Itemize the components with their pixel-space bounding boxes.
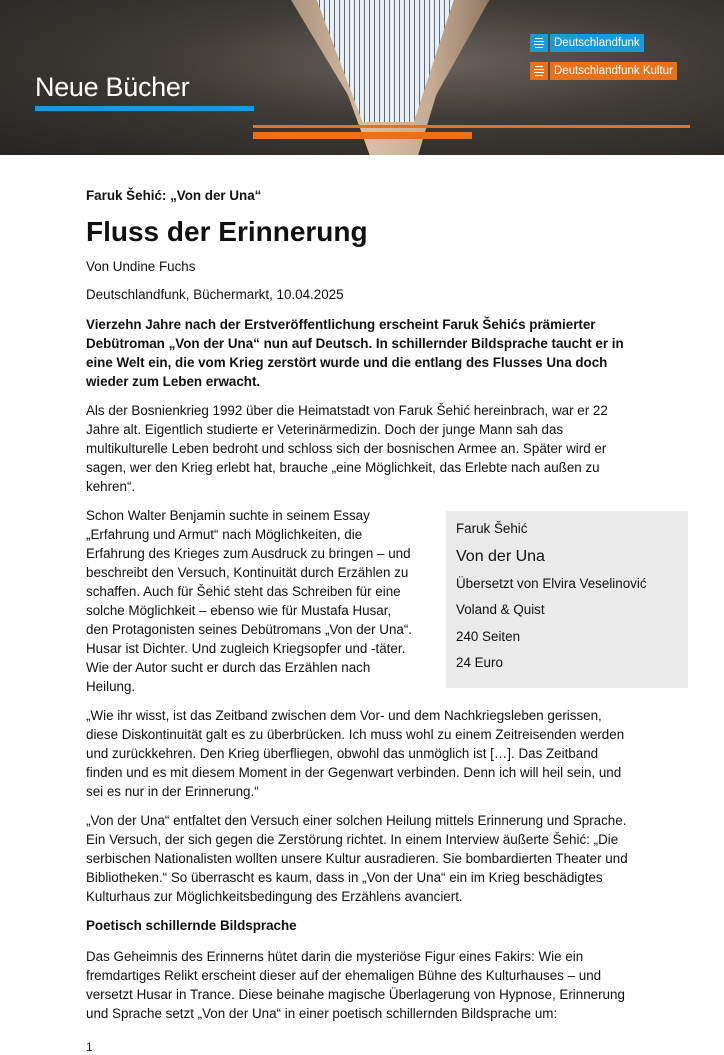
dlf-logo-text: Deutschlandfunk [550,34,644,52]
book-price: 24 Euro [456,655,503,670]
book-pages: 240 Seiten [456,628,521,644]
publication-meta: Deutschlandfunk, Büchermarkt, 10.04.2025 [86,287,344,302]
body-paragraph: Als der Bosnienkrieg 1992 über die Heimatstadt von Faruk Šehić hereinbrach, war er 22 Jahre alt. Eigentlich studierte er Veterinärmedizin. Doch der junge Mann sah das multikulturelle Leben bedroht und schloss sich der bosnischen Armee an. Später wird er sagen, wer den Krieg erlebt hat, brauche „eine Möglichkeit, das Erlebte nach außen zu kehren“. [86,403,608,494]
body-paragraph: „Von der Una“ entfaltet den Versuch einer solchen Heilung mittels Erinnerung und Sprache. Ein Versuch, der sich gegen die Zerstörung richtet. In einem Interview äußerte Šehić: „Die serbischen Nationalisten wollten unsere Kultur ausradieren. Sie bombardierten Theater und Bibliotheken.“ So überrascht es kaum, dass in „Von der Una“ ein im Krieg beschädigtes Kulturhaus zur Möglichkeitsbedingung des Erzählens avanciert. [86,813,628,904]
book-info-box [446,511,688,688]
dlf-logo-icon [530,34,548,52]
book-title: Von der Una [456,547,545,565]
orange-accent-line [253,125,690,128]
lead-paragraph: Vierzehn Jahre nach der Erstveröffentlichung erscheint Faruk Šehićs prämierter Debütroman „Von der Una“ nun auf Deutsch. In schillernder Bildsprache taucht er in eine Welt ein, die vom Krieg zerstört wurde und die entlang des Flusses Una doch wieder zum Leben erwacht. [86,317,624,389]
banner-title: Neue Bücher [35,72,190,102]
header-banner [0,0,724,155]
author: Von Undine Fuchs [86,259,196,274]
blue-accent-line [35,106,254,111]
subheading: Poetisch schillernde Bildsprache [86,918,297,933]
body-paragraph: Das Geheimnis des Erinnerns hütet darin die mysteriöse Figur eines Fakirs: Wie ein fremdartiges Relikt erscheint dieser auf der ehemaligen Bühne des Kulturhauses – und versetzt Husar in Trance. Diese beinahe magische Überlagerung von Hypnose, Erinnerung und Sprache setzt „Von der Una“ in einer poetisch schillernden Bildsprache um: [86,949,625,1021]
dlf-kultur-logo-icon [530,62,548,80]
book-publisher: Voland & Quist [456,602,545,617]
kicker: Faruk Šehić: „Von der Una“ [86,188,262,203]
article [86,186,647,1055]
dlf-kultur-logo-text: Deutschlandfunk Kultur [550,62,677,80]
deutschlandfunk-kultur-logo [530,62,677,80]
book-author: Faruk Šehić [456,521,528,536]
headline: Fluss der Erinnerung [86,216,368,247]
deutschlandfunk-logo [530,34,644,52]
page-number: 1 [86,1040,93,1054]
quote-paragraph: „Wie ihr wisst, ist das Zeitband zwischen dem Vor- und dem Nachkriegsleben gerissen, diese Diskontinuität galt es zu überbrücken. Ich muss wohl zu einem Zeitreisenden werden und zurückkehren. Den Krieg überfliegen, obwohl das unmöglich ist […]. Das Zeitband finden und es mit diesem Moment in der Gegenwart verbinden. Denn ich will heil sein, und sei es nur in der Erinnerung.“ [86,708,625,799]
body-paragraph: Schon Walter Benjamin suchte in seinem Essay „Erfahrung und Armut“ nach Möglichkeiten, die Erfahrung des Krieges zum Ausdruck zu bringen – und beschreibt den Versuch, Kontinuität durch Erzählen zu schaffen. Auch für Šehić steht das Schreiben für eine solche Möglichkeit – ebenso wie für Mustafa Husar, den Protagonisten seines Debütromans „Von der Una“. Husar ist Dichter. Und zugleich Kriegsopfer und -täter. Wie der Autor sucht er durch das Erzählen nach Heilung. [86,508,413,694]
book-translator: Übersetzt von Elvira Veselinović [456,575,647,591]
orange-accent-bar [253,132,472,139]
